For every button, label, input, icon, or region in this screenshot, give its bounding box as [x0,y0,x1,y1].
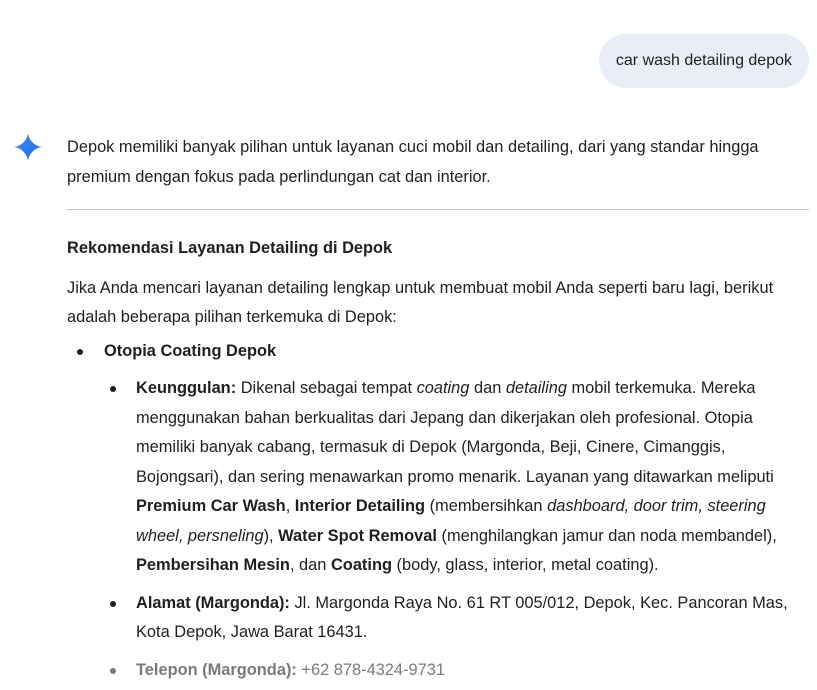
service-interior-detailing: Interior Detailing [294,497,426,515]
advantages-text: , [285,497,295,515]
advantages-text: (body, glass, interior, metal coating). [391,556,659,574]
phone-value: +62 878-4324-9731 [296,660,445,679]
service-coating: Coating [330,556,392,574]
response-intro: Depok memiliki banyak pilihan untuk layanan cuci mobil dan detailing, dari yang standar hingga premium dengan fokus pada perlindungan cat dan interior. [67,138,759,186]
advantages-text: (menghilangkan jamur dan noda membandel), [436,526,777,545]
section-lead: Jika Anda mencari layanan detailing lengkap untuk membuat mobil Anda seperti baru lagi, berikut adalah beberapa pilihan terkemuka di Depok: [67,278,774,326]
advantages-text: Dikenal sebagai tempat [236,379,417,397]
advantages-text: , dan [289,556,331,574]
service-water-spot-removal: Water Spot Removal [278,526,437,545]
business-name: Otopia Coating Depok [104,341,277,360]
advantages-italic: coating [416,379,470,397]
advantages-text: mobil terkemuka. Mereka menggunakan bahan berkualitas dari Jepang dan dikerjakan oleh profesional. Otopia memiliki banyak cabang, termasuk di Depok (Margonda, Beji, Cinere, Cimanggis, Bojongsari), dan sering menawarkan promo menarik. Layanan yang ditawarkan meliputi [136,379,774,486]
business-list [67,337,809,686]
business-details [104,374,809,685]
business-item [67,337,809,686]
detail-phone [104,656,809,686]
advantages-text: (membersihkan [425,497,548,515]
section-heading: Rekomendasi Layanan Detailing di Depok [67,239,393,257]
user-message-text: car wash detailing depok [615,52,792,69]
advantages-italic: dashboard, door trim, steering wheel, persneling [136,497,766,545]
service-engine-cleaning: Pembersihan Mesin [136,556,290,574]
advantages-text: ), [263,526,279,545]
assistant-response [67,133,809,690]
address-label: Alamat (Margonda): [136,593,290,612]
phone-label: Telepon (Margonda): [136,660,297,679]
address-value: Jl. Margonda Raya No. 61 RT 005/012, Depok, Kec. Pancoran Mas, Kota Depok, Jawa Barat 16431. [136,593,788,641]
advantages-italic: detailing [505,379,567,397]
divider [67,209,809,210]
gemini-spark-icon [14,133,42,161]
user-message-bubble [599,34,809,88]
advantages-label: Keunggulan: [136,379,237,397]
advantages-text: dan [469,379,506,397]
service-premium-car-wash: Premium Car Wash [136,497,286,515]
detail-address [104,589,809,648]
detail-advantages [104,374,809,581]
